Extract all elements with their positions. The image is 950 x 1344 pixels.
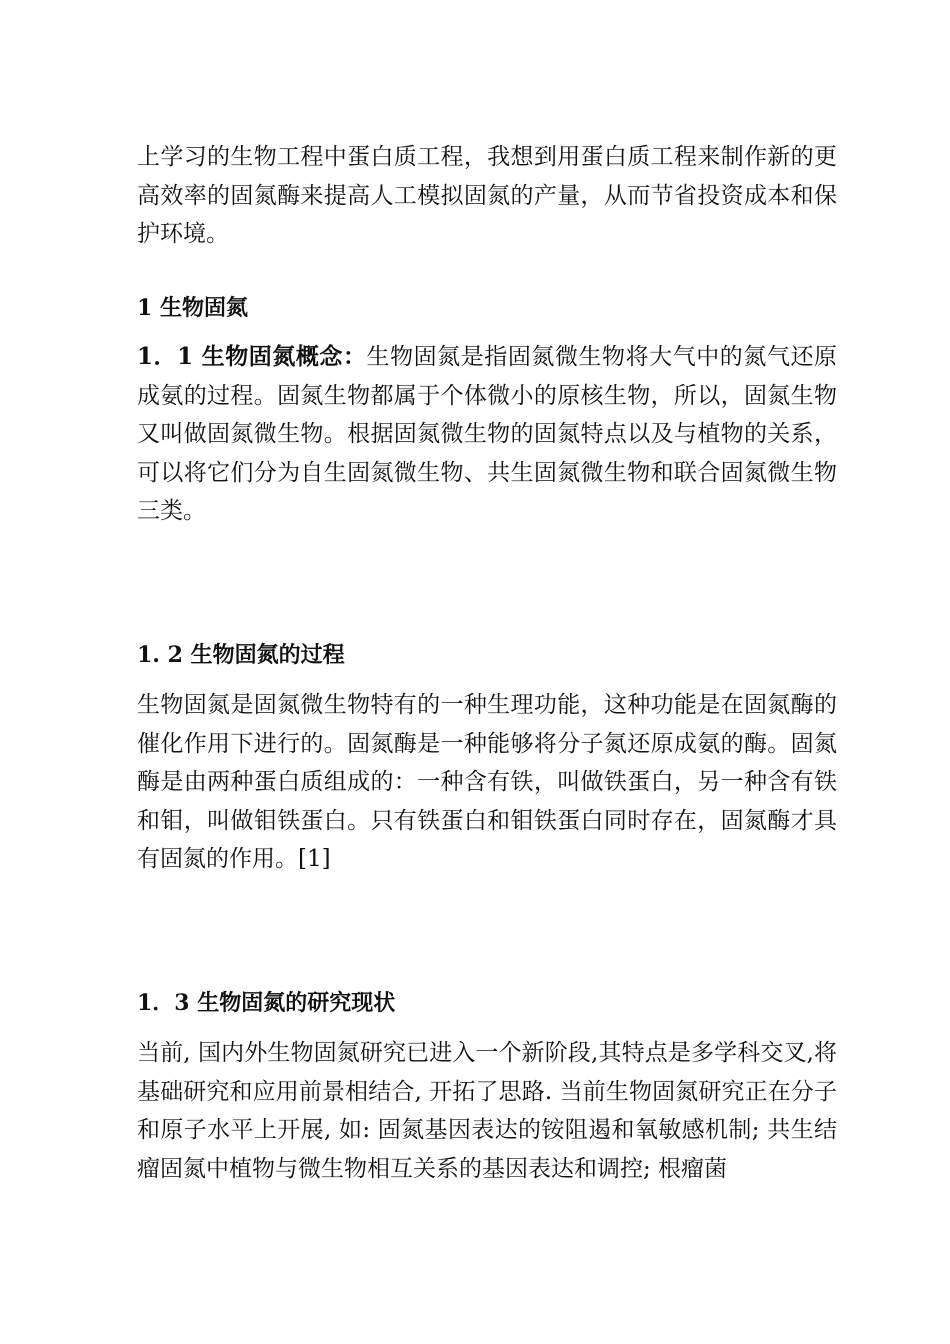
intro-paragraph: 上学习的生物工程中蛋白质工程，我想到用蛋白质工程来制作新的更高效率的固氮酶来提高人工模拟固氮的产量，从而节省投资成本和保护环境。 — [137, 144, 837, 247]
section-1-1-heading: 1．1 生物固氮概念： — [137, 343, 367, 370]
section-1-3-heading: 1．3 生物固氮的研究现状 — [137, 990, 396, 1016]
section-1-3-paragraph: 当前, 国内外生物固氮研究已进入一个新阶段,其特点是多学科交叉,将基础研究和应用前景相结合, 开拓了思路. 当前生物固氮研究正在分子和原子水平上开展, 如: 固氮基因表达的铵阻遏和氧敏感机制; 共生结瘤固氮中植物与微生物相互关系的基因表达和调控; 根瘤菌 — [137, 1040, 837, 1182]
section-1-2-paragraph: 生物固氮是固氮微生物特有的一种生理功能，这种功能是在固氮酶的催化作用下进行的。固氮酶是一种能够将分子氮还原成氨的酶。固氮酶是由两种蛋白质组成的：一种含有铁，叫做铁蛋白，另一种含有铁和钼，叫做钼铁蛋白。只有铁蛋白和钼铁蛋白同时存在，固氮酶才具有固氮的作用。[1] — [137, 692, 837, 872]
section-1-heading: 1 生物固氮 — [137, 295, 248, 321]
section-1-1-paragraph — [137, 338, 837, 531]
section-1-2-heading: 1. 2 生物固氮的过程 — [137, 642, 345, 668]
section-1-1-text: 生物固氮是指固氮微生物将大气中的氮气还原成氨的过程。固氮生物都属于个体微小的原核生物，所以，固氮生物又叫做固氮微生物。根据固氮微生物的固氮特点以及与植物的关系，可以将它们分为自生固氮微生物、共生固氮微生物和联合固氮微生物三类。 — [137, 344, 838, 524]
